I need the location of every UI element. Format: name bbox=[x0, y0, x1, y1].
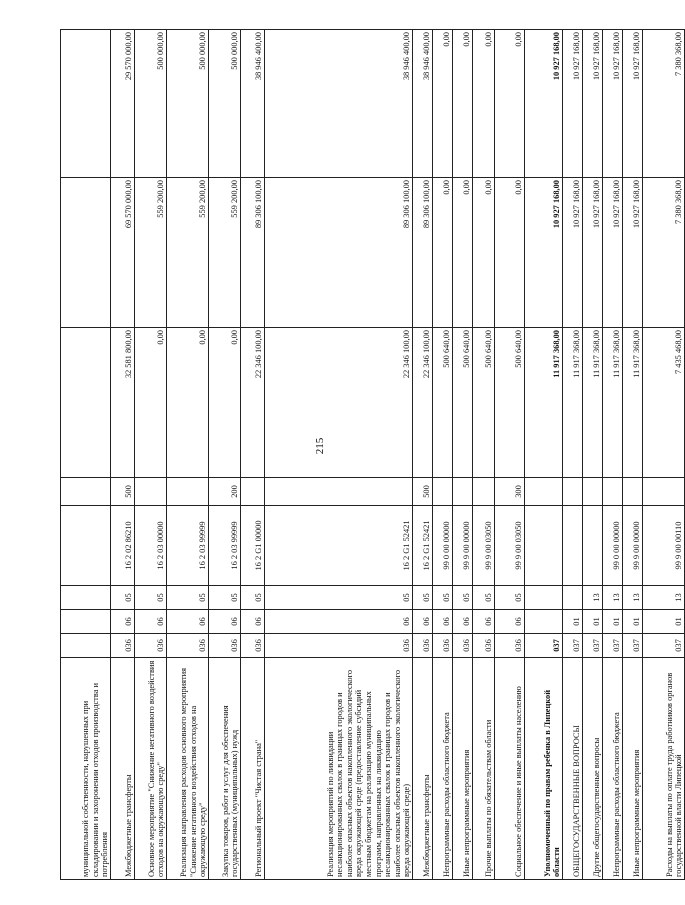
cell-target-article: 16 2 G1 52421 bbox=[265, 506, 413, 586]
page-number: 215 bbox=[314, 437, 326, 455]
cell-sum-year-1: 11 917 368,00 bbox=[623, 328, 643, 478]
cell-sum-year-3: 10 927 168,00 bbox=[603, 30, 623, 178]
cell-subsection: 05 bbox=[433, 586, 453, 610]
cell-sum-year-3: 500 000,00 bbox=[209, 30, 241, 178]
cell-target-article: 99 9 00 00000 bbox=[453, 506, 473, 586]
cell-subsection: 05 bbox=[473, 586, 495, 610]
cell-sum-year-3: 38 946 400,00 bbox=[265, 30, 413, 178]
cell-sum-year-3: 0,00 bbox=[433, 30, 453, 178]
cell-sum-year-2: 10 927 168,00 bbox=[623, 178, 643, 328]
cell-sum-year-3: 29 570 000,00 bbox=[111, 30, 135, 178]
table-row bbox=[111, 30, 135, 880]
cell-subsection: 05 bbox=[111, 586, 135, 610]
cell-grbs: 037 bbox=[603, 634, 623, 658]
cell-target-article: 16 2 03 99999 bbox=[167, 506, 209, 586]
cell-expense-type: 200 bbox=[209, 478, 241, 506]
cell-section: 06 bbox=[433, 610, 453, 634]
cell-sum-year-1: 0,00 bbox=[135, 328, 167, 478]
cell-target-article: 99 9 00 03050 bbox=[495, 506, 525, 586]
table-row bbox=[241, 30, 265, 880]
cell-expense-type bbox=[473, 478, 495, 506]
cell-expense-type bbox=[583, 478, 603, 506]
cell-sum-year-3: 500 000,00 bbox=[167, 30, 209, 178]
cell-name: Закупка товаров, работ и услуг для обеспечения государственных (муниципальных) нужд bbox=[209, 658, 241, 880]
cell-expense-type bbox=[241, 478, 265, 506]
cell-section: 06 bbox=[135, 610, 167, 634]
cell-target-article: 99 9 00 00000 bbox=[623, 506, 643, 586]
cell-sum-year-2: 0,00 bbox=[433, 178, 453, 328]
table-row bbox=[643, 30, 685, 880]
cell-subsection: 13 bbox=[643, 586, 685, 610]
cell-sum-year-3: 0,00 bbox=[495, 30, 525, 178]
cell-grbs: 036 bbox=[453, 634, 473, 658]
table-row bbox=[525, 30, 563, 880]
cell-subsection: 05 bbox=[265, 586, 413, 610]
cell-section: 01 bbox=[623, 610, 643, 634]
table-row bbox=[413, 30, 433, 880]
cell-sum-year-1: 32 581 800,00 bbox=[111, 328, 135, 478]
cell-subsection: 05 bbox=[135, 586, 167, 610]
cell-name: Социальное обеспечение и иные выплаты населению bbox=[495, 658, 525, 880]
cell-subsection: 05 bbox=[495, 586, 525, 610]
cell-target-article bbox=[583, 506, 603, 586]
cell-sum-year-2: 10 927 168,00 bbox=[525, 178, 563, 328]
table-row bbox=[209, 30, 241, 880]
cell-sum-year-3: 10 927 168,00 bbox=[623, 30, 643, 178]
cell-section: 06 bbox=[495, 610, 525, 634]
cell-target-article: 16 2 03 00000 bbox=[135, 506, 167, 586]
cell-target-article bbox=[61, 506, 111, 586]
cell-target-article: 16 2 G1 00000 bbox=[241, 506, 265, 586]
cell-target-article: 16 2 02 86210 bbox=[111, 506, 135, 586]
cell-sum-year-1: 11 917 368,00 bbox=[563, 328, 583, 478]
cell-sum-year-1: 11 917 368,00 bbox=[603, 328, 623, 478]
cell-target-article: 99 9 00 03050 bbox=[473, 506, 495, 586]
cell-sum-year-3 bbox=[61, 30, 111, 178]
table-row bbox=[603, 30, 623, 880]
cell-expense-type bbox=[643, 478, 685, 506]
cell-sum-year-3: 38 946 400,00 bbox=[413, 30, 433, 178]
cell-sum-year-1: 11 917 368,00 bbox=[583, 328, 603, 478]
cell-expense-type bbox=[623, 478, 643, 506]
cell-target-article: 99 0 00 00000 bbox=[433, 506, 453, 586]
cell-name: Реализация направления расходов основного мероприятия "Снижение негативного воздействия отходов на окружающую среду" bbox=[167, 658, 209, 880]
table-row bbox=[167, 30, 209, 880]
cell-subsection: 13 bbox=[623, 586, 643, 610]
table-row bbox=[433, 30, 453, 880]
cell-sum-year-1: 500 640,00 bbox=[433, 328, 453, 478]
cell-grbs: 036 bbox=[111, 634, 135, 658]
cell-grbs bbox=[61, 634, 111, 658]
cell-sum-year-2: 10 927 168,00 bbox=[563, 178, 583, 328]
cell-name: Прочие выплаты по обязательствам области bbox=[473, 658, 495, 880]
cell-target-article bbox=[525, 506, 563, 586]
cell-expense-type bbox=[265, 478, 413, 506]
cell-target-article: 16 2 03 99999 bbox=[209, 506, 241, 586]
cell-sum-year-3: 7 380 368,00 bbox=[643, 30, 685, 178]
cell-section: 06 bbox=[473, 610, 495, 634]
cell-name: Реализация мероприятий по ликвидации несанкционированных свалок в границах городов и наиболее опасных объектов накопленного экологического вреда окружающей среде (предоставление субсидий местным бюджетам на реализацию муниципальных программ, направленных на ликвидацию несанкционированных свалок в границах городов и наиболее опасных объектов накопленного экологического вреда окружающей среде) bbox=[265, 658, 413, 880]
cell-sum-year-1: 500 640,00 bbox=[473, 328, 495, 478]
cell-sum-year-2: 89 306 100,00 bbox=[413, 178, 433, 328]
cell-target-article: 99 9 00 00110 bbox=[643, 506, 685, 586]
cell-name: муниципальной собственности, нарушенных при складировании и захоронении отходов производства и потребления bbox=[61, 658, 111, 880]
cell-sum-year-2: 559 200,00 bbox=[209, 178, 241, 328]
budget-table bbox=[60, 29, 685, 880]
cell-section: 01 bbox=[563, 610, 583, 634]
cell-section bbox=[525, 610, 563, 634]
cell-name: Другие общегосударственные вопросы bbox=[583, 658, 603, 880]
cell-name: Непрограммные расходы областного бюджета bbox=[603, 658, 623, 880]
cell-target-article: 16 2 G1 52421 bbox=[413, 506, 433, 586]
cell-grbs: 037 bbox=[643, 634, 685, 658]
cell-expense-type: 500 bbox=[413, 478, 433, 506]
cell-sum-year-2: 0,00 bbox=[473, 178, 495, 328]
cell-expense-type bbox=[563, 478, 583, 506]
cell-name: Иные непрограммные мероприятия bbox=[623, 658, 643, 880]
cell-name: ОБЩЕГОСУДАРСТВЕННЫЕ ВОПРОСЫ bbox=[563, 658, 583, 880]
cell-section: 01 bbox=[603, 610, 623, 634]
table-row bbox=[623, 30, 643, 880]
table-row bbox=[495, 30, 525, 880]
cell-section: 01 bbox=[583, 610, 603, 634]
cell-sum-year-1: 22 346 100,00 bbox=[265, 328, 413, 478]
cell-subsection: 05 bbox=[453, 586, 473, 610]
cell-sum-year-3: 10 927 168,00 bbox=[563, 30, 583, 178]
cell-target-article: 99 0 00 00000 bbox=[603, 506, 623, 586]
table-row bbox=[61, 30, 111, 880]
cell-expense-type bbox=[167, 478, 209, 506]
cell-sum-year-2: 69 570 000,00 bbox=[111, 178, 135, 328]
cell-expense-type: 300 bbox=[495, 478, 525, 506]
cell-section: 06 bbox=[111, 610, 135, 634]
cell-grbs: 036 bbox=[433, 634, 453, 658]
cell-name: Уполномоченный по правам ребенка в Липецкой области bbox=[525, 658, 563, 880]
table-row bbox=[453, 30, 473, 880]
cell-name: Иные непрограммные мероприятия bbox=[453, 658, 473, 880]
cell-section: 06 bbox=[167, 610, 209, 634]
cell-sum-year-3: 10 927 168,00 bbox=[583, 30, 603, 178]
cell-grbs: 036 bbox=[473, 634, 495, 658]
cell-grbs: 036 bbox=[413, 634, 433, 658]
cell-grbs: 036 bbox=[135, 634, 167, 658]
cell-subsection bbox=[525, 586, 563, 610]
cell-expense-type bbox=[433, 478, 453, 506]
cell-sum-year-1: 0,00 bbox=[209, 328, 241, 478]
cell-sum-year-2: 559 200,00 bbox=[167, 178, 209, 328]
cell-sum-year-1: 500 640,00 bbox=[453, 328, 473, 478]
cell-name: Расходы на выплаты по оплате труда работников органов государственной власти Липецкой bbox=[643, 658, 685, 880]
cell-grbs: 037 bbox=[583, 634, 603, 658]
cell-sum-year-2: 7 380 368,00 bbox=[643, 178, 685, 328]
cell-expense-type bbox=[61, 478, 111, 506]
cell-sum-year-3: 10 927 168,00 bbox=[525, 30, 563, 178]
cell-sum-year-2: 10 927 168,00 bbox=[583, 178, 603, 328]
cell-sum-year-1: 500 640,00 bbox=[495, 328, 525, 478]
cell-expense-type: 500 bbox=[111, 478, 135, 506]
cell-sum-year-3: 0,00 bbox=[453, 30, 473, 178]
cell-name: Межбюджетные трансферты bbox=[111, 658, 135, 880]
cell-section: 06 bbox=[265, 610, 413, 634]
cell-subsection: 05 bbox=[413, 586, 433, 610]
cell-grbs: 036 bbox=[495, 634, 525, 658]
cell-subsection: 13 bbox=[603, 586, 623, 610]
cell-expense-type bbox=[525, 478, 563, 506]
cell-subsection: 05 bbox=[241, 586, 265, 610]
cell-sum-year-2: 0,00 bbox=[453, 178, 473, 328]
cell-grbs: 037 bbox=[525, 634, 563, 658]
cell-grbs: 036 bbox=[241, 634, 265, 658]
cell-section: 01 bbox=[643, 610, 685, 634]
cell-expense-type bbox=[603, 478, 623, 506]
cell-section: 06 bbox=[241, 610, 265, 634]
cell-grbs: 037 bbox=[623, 634, 643, 658]
cell-sum-year-3: 0,00 bbox=[473, 30, 495, 178]
cell-sum-year-1: 22 346 100,00 bbox=[241, 328, 265, 478]
table-body bbox=[61, 30, 685, 880]
cell-subsection: 13 bbox=[583, 586, 603, 610]
cell-section: 06 bbox=[413, 610, 433, 634]
cell-name: Межбюджетные трансферты bbox=[413, 658, 433, 880]
table-row bbox=[135, 30, 167, 880]
cell-sum-year-2: 89 306 100,00 bbox=[265, 178, 413, 328]
cell-expense-type bbox=[135, 478, 167, 506]
cell-sum-year-2 bbox=[61, 178, 111, 328]
table-row bbox=[563, 30, 583, 880]
cell-sum-year-2: 0,00 bbox=[495, 178, 525, 328]
cell-section: 06 bbox=[453, 610, 473, 634]
cell-sum-year-1: 22 346 100,00 bbox=[413, 328, 433, 478]
table-row bbox=[265, 30, 413, 880]
cell-grbs: 036 bbox=[265, 634, 413, 658]
cell-sum-year-2: 10 927 168,00 bbox=[603, 178, 623, 328]
cell-sum-year-1 bbox=[61, 328, 111, 478]
cell-sum-year-3: 500 000,00 bbox=[135, 30, 167, 178]
cell-sum-year-1: 11 917 368,00 bbox=[525, 328, 563, 478]
cell-name: Основное мероприятие "Снижение негативного воздействия отходов на окружающую среду" bbox=[135, 658, 167, 880]
rotated-table-frame bbox=[60, 30, 684, 880]
cell-subsection: 05 bbox=[167, 586, 209, 610]
cell-grbs: 036 bbox=[209, 634, 241, 658]
cell-grbs: 037 bbox=[563, 634, 583, 658]
cell-grbs: 036 bbox=[167, 634, 209, 658]
cell-target-article bbox=[563, 506, 583, 586]
cell-sum-year-3: 38 946 400,00 bbox=[241, 30, 265, 178]
table-row bbox=[473, 30, 495, 880]
cell-subsection: 05 bbox=[209, 586, 241, 610]
cell-expense-type bbox=[453, 478, 473, 506]
cell-sum-year-1: 7 435 468,00 bbox=[643, 328, 685, 478]
table-row bbox=[583, 30, 603, 880]
cell-section bbox=[61, 610, 111, 634]
cell-subsection bbox=[563, 586, 583, 610]
cell-sum-year-1: 0,00 bbox=[167, 328, 209, 478]
cell-name: Непрограммные расходы областного бюджета bbox=[433, 658, 453, 880]
cell-subsection bbox=[61, 586, 111, 610]
cell-sum-year-2: 89 306 100,00 bbox=[241, 178, 265, 328]
cell-name: Региональный проект "Чистая страна" bbox=[241, 658, 265, 880]
cell-section: 06 bbox=[209, 610, 241, 634]
cell-sum-year-2: 559 200,00 bbox=[135, 178, 167, 328]
